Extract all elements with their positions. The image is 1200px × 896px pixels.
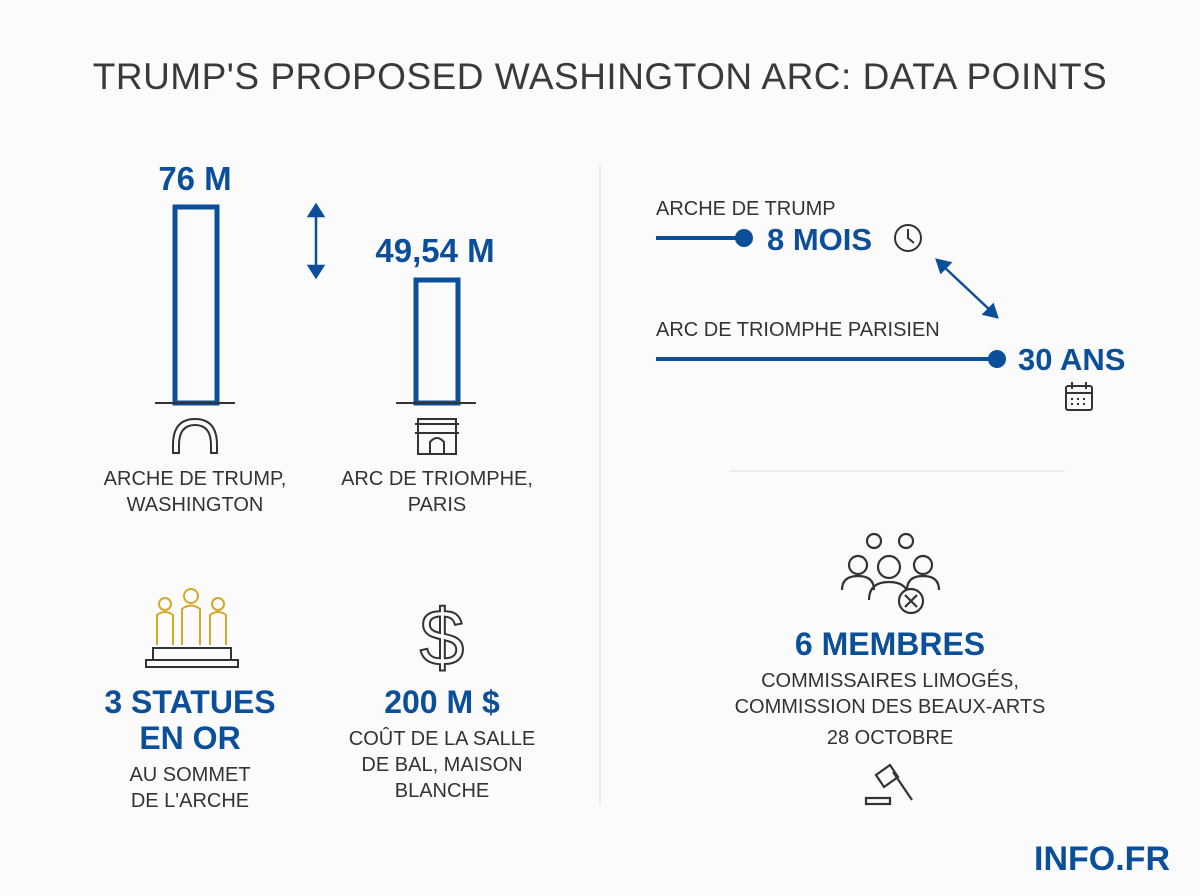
arch-icon (173, 419, 217, 453)
paris-label-2: PARIS (407, 494, 467, 516)
statues-value-2: EN OR (139, 720, 241, 756)
cost-value: 200 M $ (384, 684, 500, 720)
members-date: 28 OCTOBRE (826, 727, 954, 749)
clock-icon (895, 225, 921, 251)
trump-duration-value: 8 MOIS (767, 222, 873, 257)
paris-duration-value: 30 ANS (1018, 342, 1126, 377)
trump-duration-label: ARCHE DE TRUMP (656, 198, 836, 220)
statues-desc-1: AU SOMMET (129, 764, 251, 786)
members-value: 6 MEMBRES (794, 626, 986, 662)
brand-logo: INFO.FR (1034, 840, 1170, 878)
people-removed-icon (842, 534, 939, 613)
diagonal-arrow-icon (937, 260, 997, 317)
trump-bar (175, 207, 217, 403)
cost-desc-1: COÛT DE LA SALLE (348, 728, 536, 750)
members-desc-2: COMMISSION DES BEAUX-ARTS (734, 696, 1046, 718)
paris-label-1: ARC DE TRIOMPHE, (341, 468, 533, 490)
calendar-icon (1066, 382, 1092, 410)
page-title: TRUMP'S PROPOSED WASHINGTON ARC: DATA POINTS (92, 56, 1108, 97)
dollar-icon: $ (419, 593, 465, 682)
members-desc-1: COMMISSAIRES LIMOGÉS, (761, 670, 1019, 692)
statues-value-1: 3 STATUES (104, 684, 276, 720)
paris-height-value: 49,54 M (375, 232, 495, 269)
double-arrow-icon (309, 205, 323, 277)
paris-duration-label: ARC DE TRIOMPHE PARISIEN (656, 319, 940, 341)
arc-de-triomphe-icon (415, 419, 459, 454)
gold-statues-icon (157, 589, 226, 645)
statues-desc-2: DE L'ARCHE (130, 790, 250, 812)
trump-label-2: WASHINGTON (126, 494, 264, 516)
trump-height-value: 76 M (158, 160, 232, 197)
cost-desc-2: DE BAL, MAISON (361, 754, 523, 776)
cost-desc-3: BLANCHE (394, 780, 490, 802)
trump-label-1: ARCHE DE TRUMP, (103, 468, 287, 490)
gavel-icon (866, 765, 912, 804)
paris-bar (416, 280, 458, 403)
